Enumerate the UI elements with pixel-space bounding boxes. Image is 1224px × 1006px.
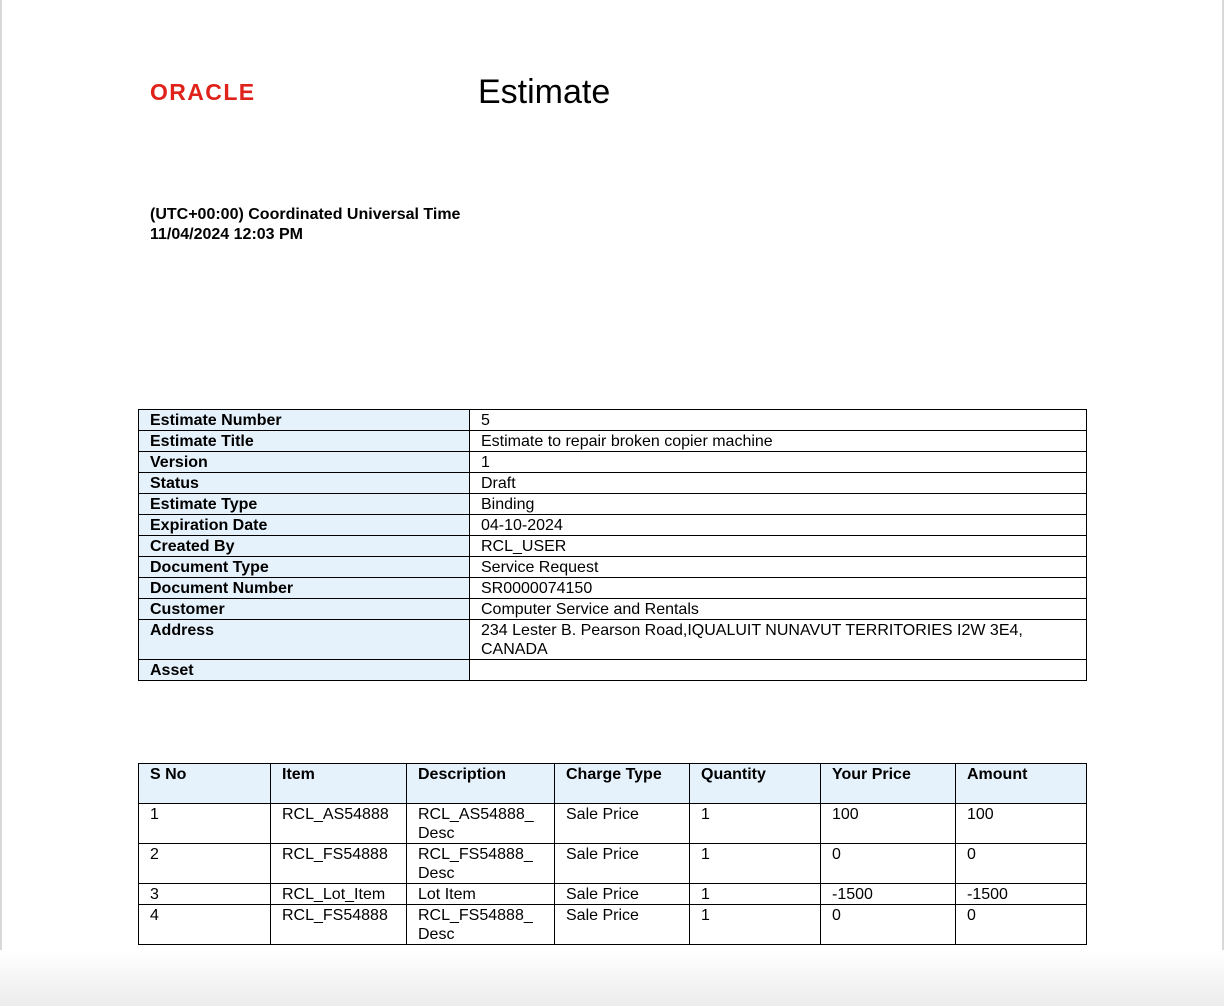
info-value: SR0000074150 xyxy=(470,578,1087,599)
oracle-logo: ORACLE xyxy=(150,79,256,105)
cell-your-price: 100 xyxy=(821,804,956,844)
info-label: Address xyxy=(139,620,470,660)
info-value: RCL_USER xyxy=(470,536,1087,557)
info-label: Customer xyxy=(139,599,470,620)
cell-sno: 3 xyxy=(139,884,271,905)
info-label: Estimate Title xyxy=(139,431,470,452)
cell-charge-type: Sale Price xyxy=(555,905,690,945)
info-row xyxy=(139,557,1087,578)
cell-item: RCL_FS54888 xyxy=(271,905,407,945)
cell-item: RCL_FS54888 xyxy=(271,844,407,884)
info-value xyxy=(470,660,1087,681)
info-row xyxy=(139,536,1087,557)
info-label: Asset xyxy=(139,660,470,681)
cell-description: RCL_FS54888_ Desc xyxy=(407,844,555,884)
info-value: 04-10-2024 xyxy=(470,515,1087,536)
cell-description: RCL_AS54888_ Desc xyxy=(407,804,555,844)
cell-quantity: 1 xyxy=(690,804,821,844)
column-header-your-price: Your Price xyxy=(821,764,956,804)
cell-amount: 100 xyxy=(956,804,1087,844)
info-row xyxy=(139,473,1087,494)
cell-charge-type: Sale Price xyxy=(555,884,690,905)
info-row xyxy=(139,452,1087,473)
column-header-description: Description xyxy=(407,764,555,804)
table-row xyxy=(139,844,1087,884)
cell-amount: 0 xyxy=(956,844,1087,884)
info-value: 5 xyxy=(470,410,1087,431)
page-edge-left xyxy=(0,0,2,1006)
cell-item: RCL_AS54888 xyxy=(271,804,407,844)
info-row xyxy=(139,410,1087,431)
column-header-charge-type: Charge Type xyxy=(555,764,690,804)
cell-description: RCL_FS54888_ Desc xyxy=(407,905,555,945)
cell-description: Lot Item xyxy=(407,884,555,905)
info-label: Status xyxy=(139,473,470,494)
table-row xyxy=(139,884,1087,905)
cell-item: RCL_Lot_Item xyxy=(271,884,407,905)
info-value: Computer Service and Rentals xyxy=(470,599,1087,620)
column-header-sno: S No xyxy=(139,764,271,804)
line-items-table xyxy=(138,763,1087,945)
info-row xyxy=(139,515,1087,536)
info-value: Service Request xyxy=(470,557,1087,578)
cell-your-price: -1500 xyxy=(821,884,956,905)
cell-charge-type: Sale Price xyxy=(555,844,690,884)
info-value: Estimate to repair broken copier machine xyxy=(470,431,1087,452)
cell-quantity: 1 xyxy=(690,905,821,945)
info-value: 1 xyxy=(470,452,1087,473)
cell-quantity: 1 xyxy=(690,884,821,905)
table-row xyxy=(139,905,1087,945)
table-row xyxy=(139,804,1087,844)
cell-quantity: 1 xyxy=(690,844,821,884)
info-label: Estimate Number xyxy=(139,410,470,431)
info-label: Document Number xyxy=(139,578,470,599)
cell-sno: 2 xyxy=(139,844,271,884)
info-label: Version xyxy=(139,452,470,473)
cell-sno: 1 xyxy=(139,804,271,844)
cell-your-price: 0 xyxy=(821,905,956,945)
cell-amount: -1500 xyxy=(956,884,1087,905)
info-label: Document Type xyxy=(139,557,470,578)
info-row xyxy=(139,660,1087,681)
info-label: Estimate Type xyxy=(139,494,470,515)
page-title: Estimate xyxy=(478,73,611,111)
info-row xyxy=(139,620,1087,660)
info-row xyxy=(139,578,1087,599)
page-bottom-shadow xyxy=(0,950,1224,1006)
info-row xyxy=(139,431,1087,452)
info-value: Draft xyxy=(470,473,1087,494)
column-header-quantity: Quantity xyxy=(690,764,821,804)
column-header-item: Item xyxy=(271,764,407,804)
timezone-label: (UTC+00:00) Coordinated Universal Time xyxy=(150,206,461,223)
timestamp-block xyxy=(150,205,460,245)
info-label: Expiration Date xyxy=(139,515,470,536)
cell-sno: 4 xyxy=(139,905,271,945)
info-row xyxy=(139,494,1087,515)
info-row xyxy=(139,599,1087,620)
info-value: Binding xyxy=(470,494,1087,515)
cell-amount: 0 xyxy=(956,905,1087,945)
cell-your-price: 0 xyxy=(821,844,956,884)
estimate-info-table xyxy=(138,409,1087,681)
cell-charge-type: Sale Price xyxy=(555,804,690,844)
generated-datetime: 11/04/2024 12:03 PM xyxy=(150,226,304,243)
info-label: Created By xyxy=(139,536,470,557)
column-header-amount: Amount xyxy=(956,764,1087,804)
table-header-row xyxy=(139,764,1087,804)
info-value: 234 Lester B. Pearson Road,IQUALUIT NUNAVUT TERRITORIES I2W 3E4, CANADA xyxy=(470,620,1087,660)
